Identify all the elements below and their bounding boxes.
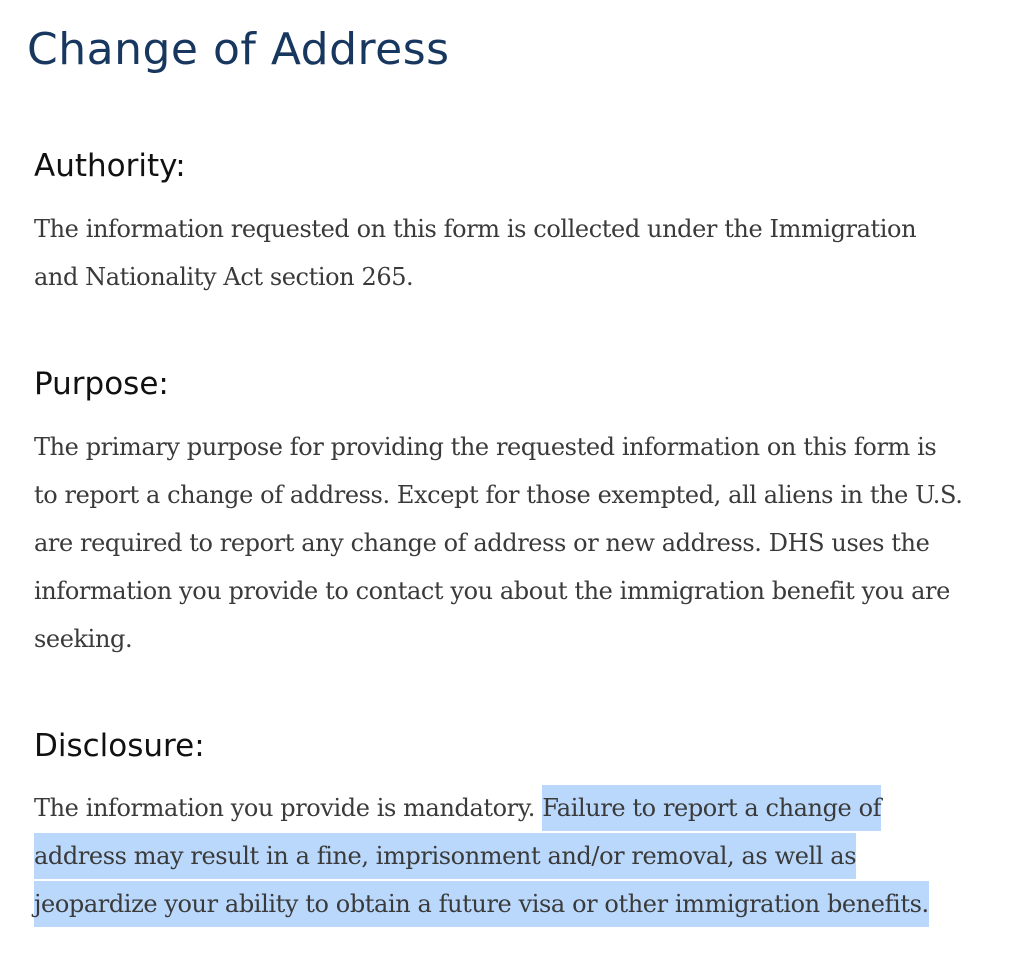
purpose-text: [34, 423, 1009, 663]
authority-text-line: and Nationality Act section 265.: [34, 263, 414, 291]
disclosure-text-line: [34, 880, 1009, 928]
authority-heading: Authority:: [34, 148, 186, 184]
purpose-text-line: The primary purpose for providing the requested information on this form is: [34, 433, 937, 461]
page-title: Change of Address: [27, 24, 450, 75]
disclosure-heading: Disclosure:: [34, 728, 205, 764]
selected-text-highlight: Failure to report a change of: [542, 785, 881, 831]
disclosure-text: [34, 784, 1009, 928]
disclosure-text-line: [34, 784, 1009, 832]
disclosure-text-line: [34, 832, 1009, 880]
purpose-text-line: seeking.: [34, 625, 133, 653]
selected-text-highlight: address may result in a fine, imprisonment and/or removal, as well as: [34, 833, 856, 879]
purpose-text-line: are required to report any change of address or new address. DHS uses the: [34, 529, 930, 557]
purpose-text-line: information you provide to contact you about the immigration benefit you are: [34, 577, 950, 605]
purpose-heading: Purpose:: [34, 366, 169, 402]
authority-text-line: The information requested on this form is collected under the Immigration: [34, 215, 917, 243]
purpose-text-line: to report a change of address. Except for those exempted, all aliens in the U.S.: [34, 481, 963, 509]
selected-text-highlight: jeopardize your ability to obtain a future visa or other immigration benefits.: [34, 881, 929, 927]
authority-text: [34, 205, 1009, 301]
disclosure-plain-text: The information you provide is mandatory.: [34, 794, 543, 822]
